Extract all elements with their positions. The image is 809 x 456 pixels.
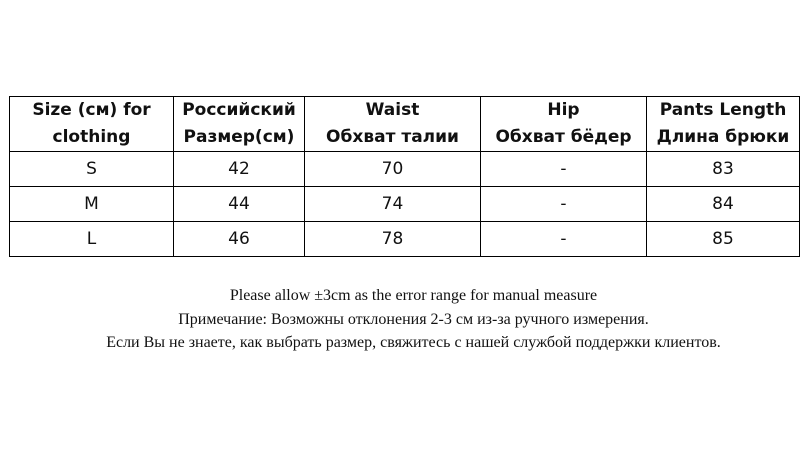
cell-pants-length: 84	[647, 187, 800, 222]
cell-waist: 74	[305, 187, 481, 222]
header-size-line1: Size (см) for	[32, 100, 151, 120]
header-russian-size-line2: Размер(см)	[183, 127, 295, 147]
cell-russian-size: 44	[174, 187, 305, 222]
header-waist-line2: Обхват талии	[326, 127, 459, 147]
header-hip	[481, 97, 647, 152]
cell-hip: -	[481, 187, 647, 222]
header-russian-size-line1: Российский	[182, 100, 296, 120]
header-size-line2: clothing	[52, 127, 131, 147]
table-row	[10, 222, 800, 257]
header-waist-line1: Waist	[365, 100, 420, 120]
cell-pants-length: 83	[647, 152, 800, 187]
cell-size: S	[10, 152, 174, 187]
note-error-range: Please allow ±3cm as the error range for manual measure	[229, 287, 598, 304]
header-hip-line1: Hip	[547, 100, 580, 120]
header-pants-length-line2: Длина брюки	[656, 127, 790, 147]
note-contact-support: Если Вы не знаете, как выбрать размер, свяжитесь с нашей службой поддержки клиентов.	[106, 334, 721, 351]
header-waist	[305, 97, 481, 152]
header-russian-size	[174, 97, 305, 152]
table-header-row	[10, 97, 800, 152]
cell-size: M	[10, 187, 174, 222]
size-chart-table	[9, 96, 800, 257]
cell-hip: -	[481, 222, 647, 257]
cell-russian-size: 46	[174, 222, 305, 257]
table-row	[10, 152, 800, 187]
cell-hip: -	[481, 152, 647, 187]
cell-waist: 70	[305, 152, 481, 187]
header-hip-line2: Обхват бёдер	[495, 127, 632, 147]
cell-waist: 78	[305, 222, 481, 257]
measurement-notes	[0, 284, 809, 355]
header-pants-length-line1: Pants Length	[659, 100, 787, 120]
header-pants-length	[647, 97, 800, 152]
header-size	[10, 97, 174, 152]
cell-size: L	[10, 222, 174, 257]
note-russian-deviation: Примечание: Возможны отклонения 2-3 см из-за ручного измерения.	[178, 310, 649, 328]
cell-pants-length: 85	[647, 222, 800, 257]
cell-russian-size: 42	[174, 152, 305, 187]
table-row	[10, 187, 800, 222]
